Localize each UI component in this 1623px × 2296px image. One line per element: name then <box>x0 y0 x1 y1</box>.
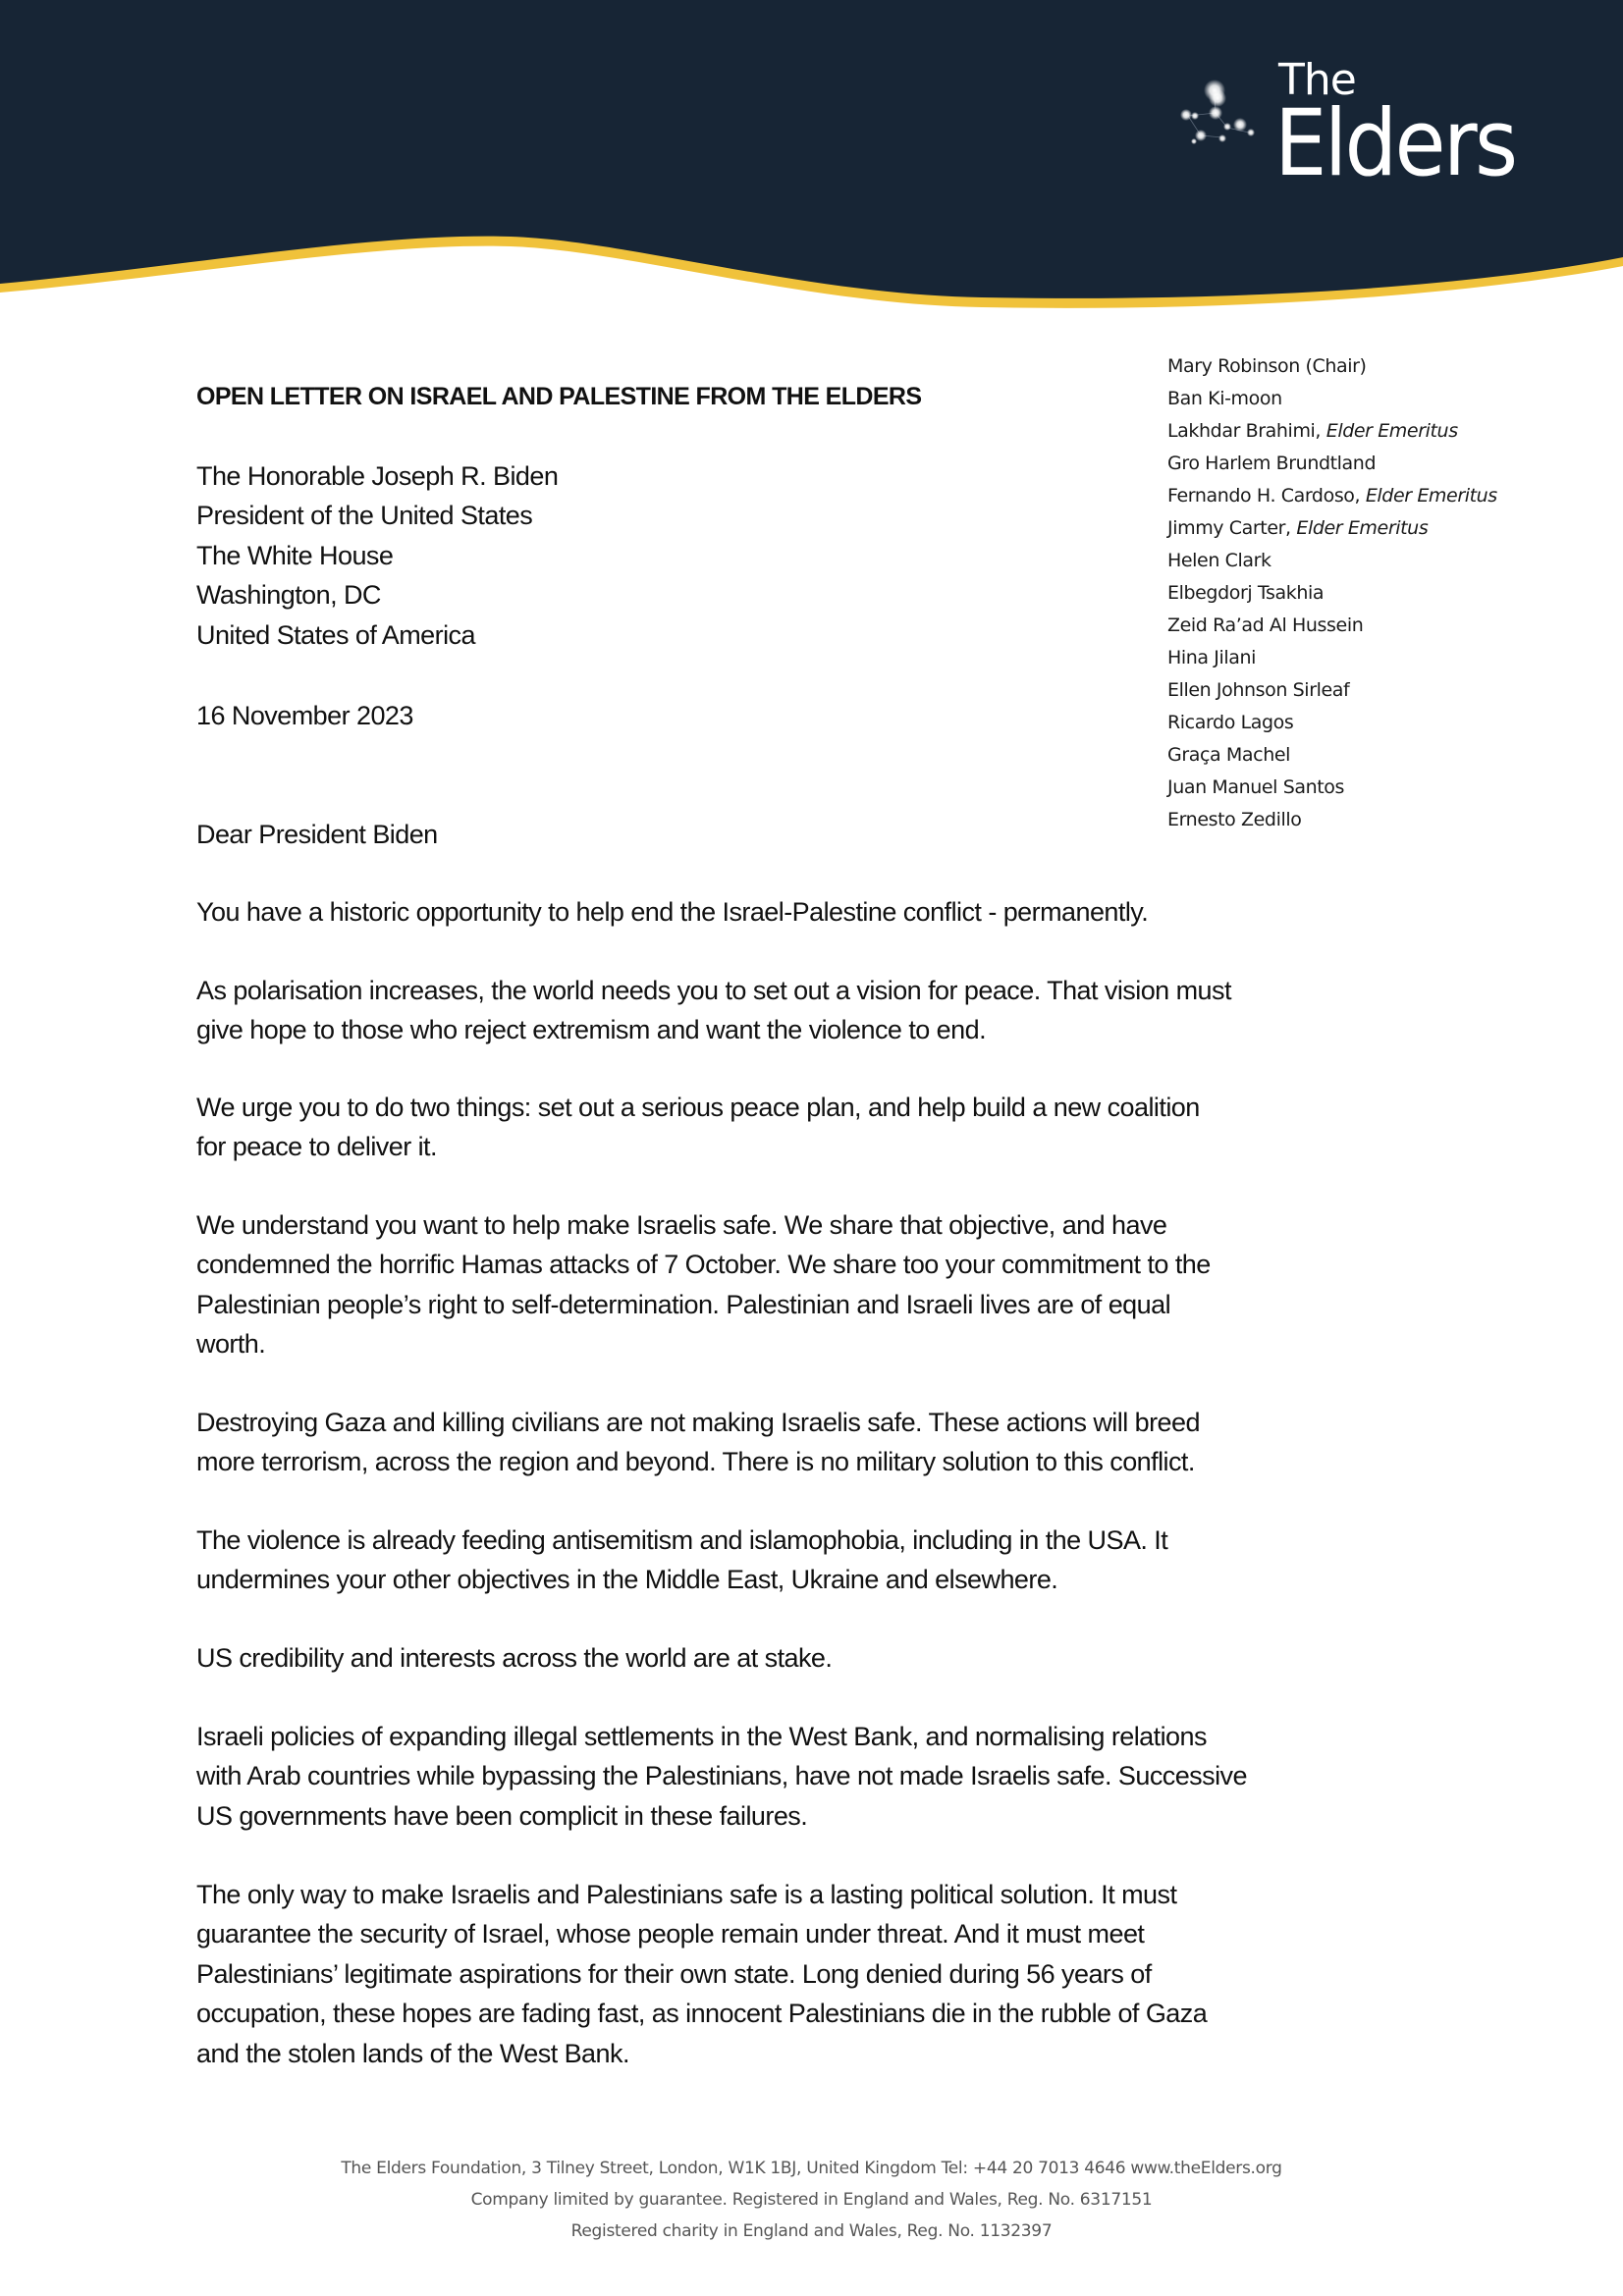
body-paragraph-5 <box>196 1403 1200 1482</box>
body-paragraph-3 <box>196 1088 1200 1167</box>
elder-entry <box>1167 674 1497 707</box>
body-paragraph-7 <box>196 1638 832 1678</box>
address-line: President of the United States <box>196 501 533 531</box>
elder-name: Jimmy Carter, <box>1167 517 1297 539</box>
elders-member-list <box>1167 350 1497 836</box>
paragraph-line: The only way to make Israelis and Palestinians safe is a lasting political solution. It must <box>196 1880 1177 1909</box>
paragraph-line: worth. <box>196 1329 266 1360</box>
letterhead-footer <box>0 2153 1623 2247</box>
footer-company-line: Company limited by guarantee. Registered in England and Wales, Reg. No. 6317151 <box>470 2190 1153 2210</box>
elder-name: Zeid Ra’ad Al Hussein <box>1167 614 1364 636</box>
elder-entry <box>1167 772 1497 804</box>
paragraph-line: for peace to deliver it. <box>196 1132 437 1162</box>
elder-name: Ricardo Lagos <box>1167 712 1294 733</box>
date-text: 16 November 2023 <box>196 701 413 730</box>
body-paragraph-2 <box>196 971 1231 1050</box>
brand-logo-the: The <box>1278 55 1356 105</box>
address-line: The White House <box>196 540 394 570</box>
elder-name: Fernando H. Cardoso, <box>1167 485 1366 507</box>
paragraph-line: Palestinian people’s right to self-determination. Palestinian and Israeli lives are of equal <box>196 1289 1171 1319</box>
elder-name: Ellen Johnson Sirleaf <box>1167 679 1350 701</box>
paragraph-line: occupation, these hopes are fading fast, as innocent Palestinians die in the rubble of Gaza <box>196 1999 1208 2029</box>
footer-charity-line: Registered charity in England and Wales, Reg. No. 1132397 <box>570 2221 1053 2241</box>
recipient-address <box>196 456 558 655</box>
body-paragraph-9 <box>196 1875 1207 2073</box>
paragraph-line: Destroying Gaza and killing civilians are not making Israelis safe. These actions will breed <box>196 1408 1200 1437</box>
elder-entry <box>1167 610 1497 642</box>
star-constellation-icon <box>1168 79 1276 177</box>
elder-entry <box>1167 480 1497 512</box>
letter-title: OPEN LETTER ON ISRAEL AND PALESTINE FROM THE ELDERS <box>196 383 922 410</box>
paragraph-line: The violence is already feeding antisemitism and islamophobia, including in the USA. It <box>196 1525 1168 1555</box>
elder-entry <box>1167 642 1497 674</box>
elder-role: Elder Emeritus <box>1365 485 1497 507</box>
elder-name: Helen Clark <box>1167 550 1271 571</box>
elder-entry <box>1167 707 1497 739</box>
elder-name: Juan Manuel Santos <box>1167 776 1345 798</box>
elder-entry <box>1167 415 1497 448</box>
letterhead-banner <box>0 0 1623 324</box>
elder-entry <box>1167 383 1497 415</box>
elder-name: Mary Robinson (Chair) <box>1167 355 1367 377</box>
paragraph-line: condemned the horrific Hamas attacks of 7 October. We share too your commitment to the <box>196 1250 1211 1280</box>
paragraph-line: give hope to those who reject extremism and want the violence to end. <box>196 1015 987 1045</box>
elder-entry <box>1167 577 1497 610</box>
elder-role: Elder Emeritus <box>1296 517 1429 539</box>
elder-name: Hina Jilani <box>1167 647 1257 668</box>
footer-address-line: The Elders Foundation, 3 Tilney Street, London, W1K 1BJ, United Kingdom Tel: +44 20 7013 4646 www.theElders.org <box>341 2159 1282 2178</box>
address-line: The Honorable Joseph R. Biden <box>196 461 559 491</box>
paragraph-line: We understand you want to help make Israelis safe. We share that objective, and have <box>196 1210 1167 1240</box>
paragraph-line: You have a historic opportunity to help end the Israel-Palestine conflict - permanently. <box>196 897 1149 927</box>
paragraph-line: more terrorism, across the region and beyond. There is no military solution to this conflict. <box>196 1447 1195 1477</box>
elder-name: Lakhdar Brahimi, <box>1167 420 1326 442</box>
elder-name: Ernesto Zedillo <box>1167 809 1302 830</box>
elder-entry <box>1167 545 1497 577</box>
paragraph-line: with Arab countries while bypassing the Palestinians, have not made Israelis safe. Successive <box>196 1761 1247 1791</box>
elder-entry <box>1167 350 1497 383</box>
paragraph-line: guarantee the security of Israel, whose people remain under threat. And it must meet <box>196 1919 1145 1949</box>
paragraph-line: US governments have been complicit in these failures. <box>196 1800 808 1831</box>
elder-entry <box>1167 512 1497 545</box>
salutation <box>196 815 438 854</box>
paragraph-line: As polarisation increases, the world needs you to set out a vision for peace. That vision must <box>196 976 1231 1005</box>
elder-role: Elder Emeritus <box>1325 420 1458 442</box>
salutation-text: Dear President Biden <box>196 820 438 849</box>
address-line: Washington, DC <box>196 580 381 611</box>
elder-name: Ban Ki-moon <box>1167 388 1282 409</box>
elder-name: Gro Harlem Brundtland <box>1167 453 1377 474</box>
body-paragraph-6 <box>196 1521 1167 1600</box>
elder-name: Elbegdorj Tsakhia <box>1167 582 1325 604</box>
body-paragraph-4 <box>196 1205 1211 1364</box>
paragraph-line: undermines your other objectives in the Middle East, Ukraine and elsewhere. <box>196 1565 1058 1595</box>
letter-date <box>196 696 413 735</box>
body-paragraph-8 <box>196 1717 1247 1836</box>
elder-name: Graça Machel <box>1167 744 1290 766</box>
paragraph-line: US credibility and interests across the world are at stake. <box>196 1643 833 1673</box>
brand-logo-elders: Elders <box>1274 90 1516 197</box>
paragraph-line: Palestinians’ legitimate aspirations for their own state. Long denied during 56 years of <box>196 1958 1152 1989</box>
elder-entry <box>1167 739 1497 772</box>
body-paragraph-1 <box>196 892 1148 932</box>
elder-entry <box>1167 804 1497 836</box>
paragraph-line: We urge you to do two things: set out a serious peace plan, and help build a new coalition <box>196 1093 1200 1122</box>
paragraph-line: Israeli policies of expanding illegal settlements in the West Bank, and normalising relations <box>196 1722 1207 1751</box>
elder-entry <box>1167 448 1497 480</box>
paragraph-line: and the stolen lands of the West Bank. <box>196 2038 629 2068</box>
address-line: United States of America <box>196 619 475 650</box>
